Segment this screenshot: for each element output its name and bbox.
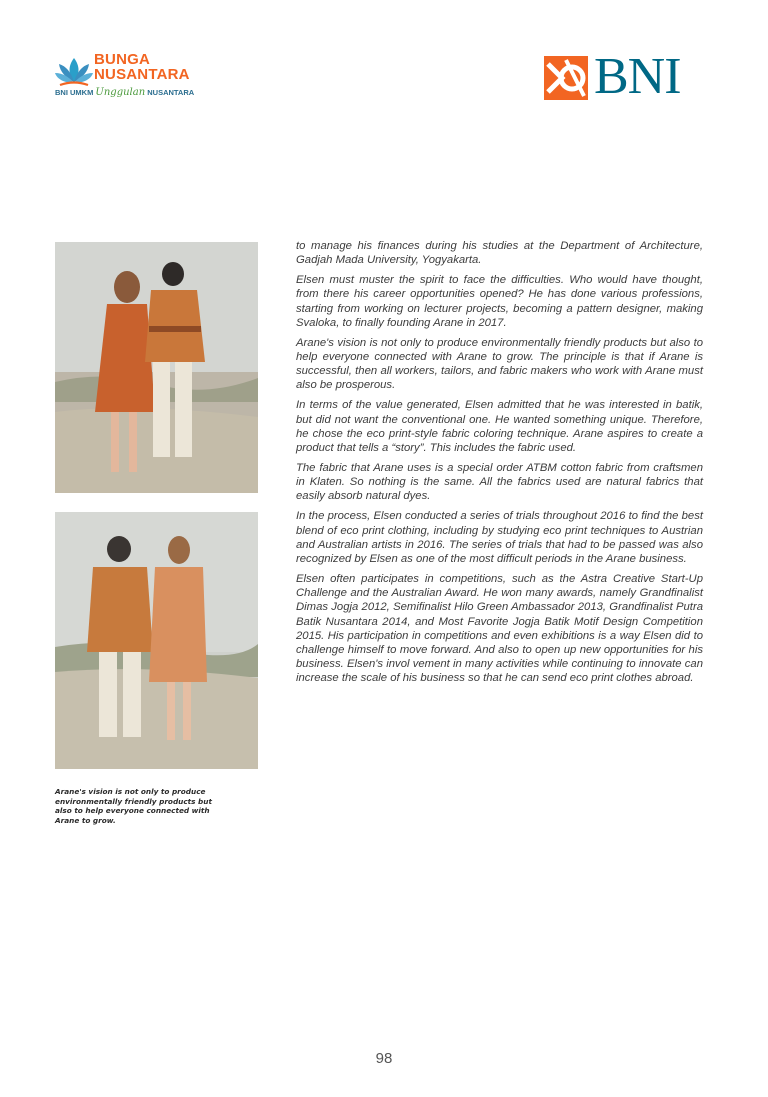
- photo-couple-back-view: [55, 242, 258, 493]
- bunga-nusantara-logo: [54, 52, 204, 100]
- bni-mark-icon: [544, 56, 588, 100]
- photo-caption: Arane's vision is not only to produce environmentally friendly products but also to help everyone connected with Arane to grow.: [55, 787, 212, 825]
- photo-couple-front-view: [55, 512, 258, 769]
- lotus-icon: [54, 54, 94, 88]
- bni-logo: [544, 48, 704, 105]
- logo-title: BUNGA NUSANTARA: [94, 51, 190, 83]
- paragraph: In terms of the value generated, Elsen admitted that he was interested in batik, but did not want the conventional one. He wanted something unique. Therefore, he chose the eco print-style fabric coloring technique. Arane aspires to create a product that tells a “story”. This includes the fabric used.: [296, 399, 703, 455]
- logo-subtitle: BNI UMKM Unggulan NUSANTARA: [55, 87, 195, 98]
- article-body: [296, 239, 703, 691]
- paragraph: Elsen must muster the spirit to face the difficulties. Who would have thought, from there his career opportunities opened? He has done various professions, starting from working on lecturer projects, becoming a pattern designer, making Svaloka, to finally founding Arane in 2017.: [296, 274, 703, 329]
- paragraph: to manage his finances during his studies at the Department of Architecture, Gadjah Mada University, Yogyakarta.: [296, 240, 703, 267]
- paragraph: Elsen often participates in competitions, such as the Astra Creative Start-Up Challenge and the Australian Award. He won many awards, namely Grandfinalist Dimas Jogja 2012, Semifinalist Hilo Green Ambassador 2013, Grandfinalist Putra Batik Nusantara 2014, and Most Favorite Jogja Batik Motif Design Competition 2015. His participation in competitions and even exhibitions is a way Elsen did to challenge himself to move forward. And also to open up new opportunities for his business. Elsen's invol vement in many activities while continuing to innovate can increase the scale of his business so that he can send eco print clothes abroad.: [296, 573, 703, 685]
- bni-wordmark: BNI: [594, 48, 681, 105]
- paragraph: Arane's vision is not only to produce environmentally friendly products but also to help everyone connected with Arane to grow. The principle is that if Arane is successful, then all workers, tailors, and fabric makers who work with Arane must also be prosperous.: [296, 336, 703, 392]
- paragraph: In the process, Elsen conducted a series of trials throughout 2016 to find the best blend of eco print clothing, including by studying eco print techniques to Austrian and Australian artists in 2016. The series of trials that had to be passed was also recognized by Elsen as one of the most difficult periods in the Arane business.: [296, 510, 703, 566]
- paragraph: The fabric that Arane uses is a special order ATBM cotton fabric from craftsmen in Klaten. So nothing is the same. All the fabrics used are natural fabrics that easily absorb natural dyes.: [296, 462, 703, 503]
- page-number: 98: [375, 1050, 393, 1067]
